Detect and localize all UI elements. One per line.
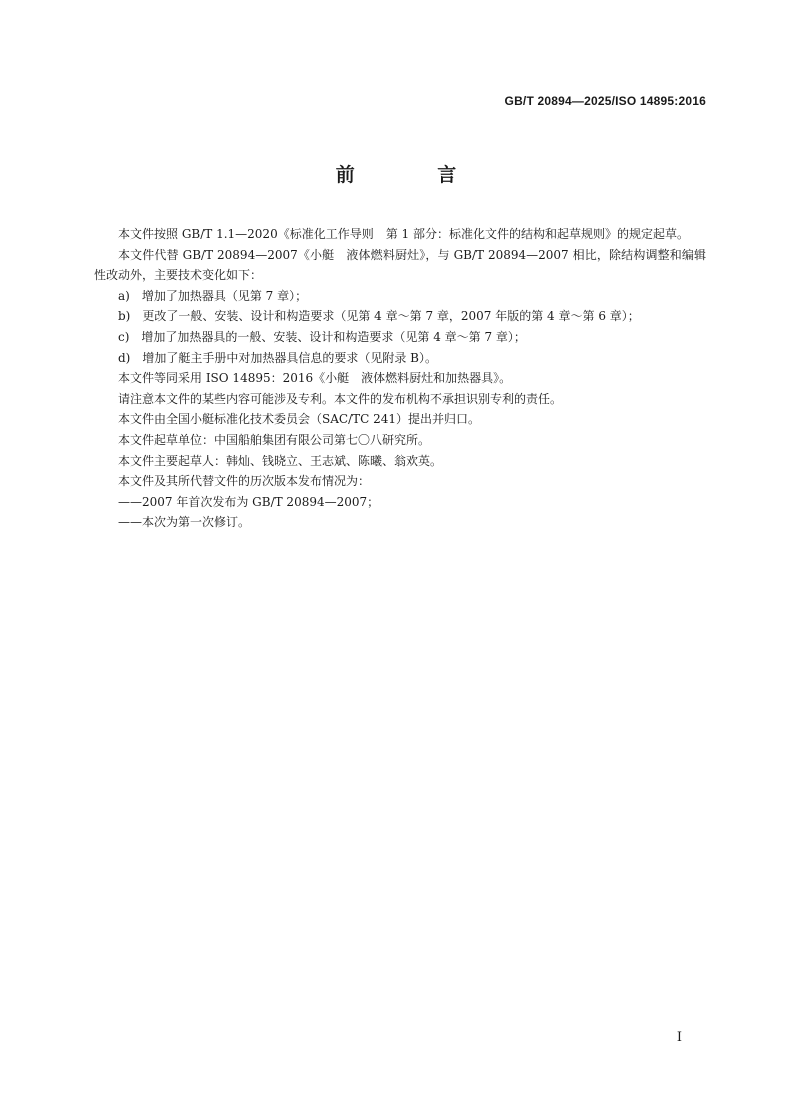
paragraph-history-intro: 本文件及其所代替文件的历次版本发布情况为： bbox=[118, 474, 371, 489]
list-item-a: a) 增加了加热器具（见第 7 章）； bbox=[118, 288, 308, 303]
paragraph-replaces: 本文件代替 GB/T 20894—2007《小艇 液体燃料厨灶》，与 GB/T 20894—2007 相比，除结构调整和编辑性改动外，主要技术变化如下： bbox=[94, 247, 706, 283]
paragraph-proposer: 本文件由全国小艇标准化技术委员会（SAC/TC 241）提出并归口。 bbox=[118, 412, 481, 427]
history-item-2: ——本次为第一次修订。 bbox=[118, 515, 251, 530]
history-item-1: ——2007 年首次发布为 GB/T 20894—2007； bbox=[118, 494, 380, 509]
paragraph-adoption: 本文件等同采用 ISO 14895：2016《小艇 液体燃料厨灶和加热器具》。 bbox=[118, 371, 512, 386]
paragraph-drafting-unit: 本文件起草单位：中国船舶集团有限公司第七〇八研究所。 bbox=[118, 432, 431, 447]
foreword-body bbox=[94, 224, 706, 533]
standard-code: GB/T 20894—2025/ISO 14895:2016 bbox=[504, 94, 706, 108]
list-item-b: b) 更改了一般、安装、设计和构造要求（见第 4 章～第 7 章，2007 年版的第 4 章～第 6 章）； bbox=[118, 309, 640, 324]
paragraph-patent-notice: 请注意本文件的某些内容可能涉及专利。本文件的发布机构不承担识别专利的责任。 bbox=[118, 391, 563, 406]
paragraph-drafting-rules: 本文件按照 GB/T 1.1—2020《标准化工作导则 第 1 部分：标准化文件的结构和起草规则》的规定起草。 bbox=[118, 227, 689, 241]
page-number: I bbox=[676, 1030, 682, 1045]
page-title: 前 言 bbox=[335, 164, 495, 186]
list-item-d: d) 增加了艇主手册中对加热器具信息的要求（见附录 B）。 bbox=[118, 350, 437, 365]
list-item-c: c) 增加了加热器具的一般、安装、设计和构造要求（见第 4 章～第 7 章）； bbox=[118, 329, 526, 344]
paragraph-drafters: 本文件主要起草人：韩灿、钱晓立、王志斌、陈曦、翁欢英。 bbox=[118, 453, 443, 468]
